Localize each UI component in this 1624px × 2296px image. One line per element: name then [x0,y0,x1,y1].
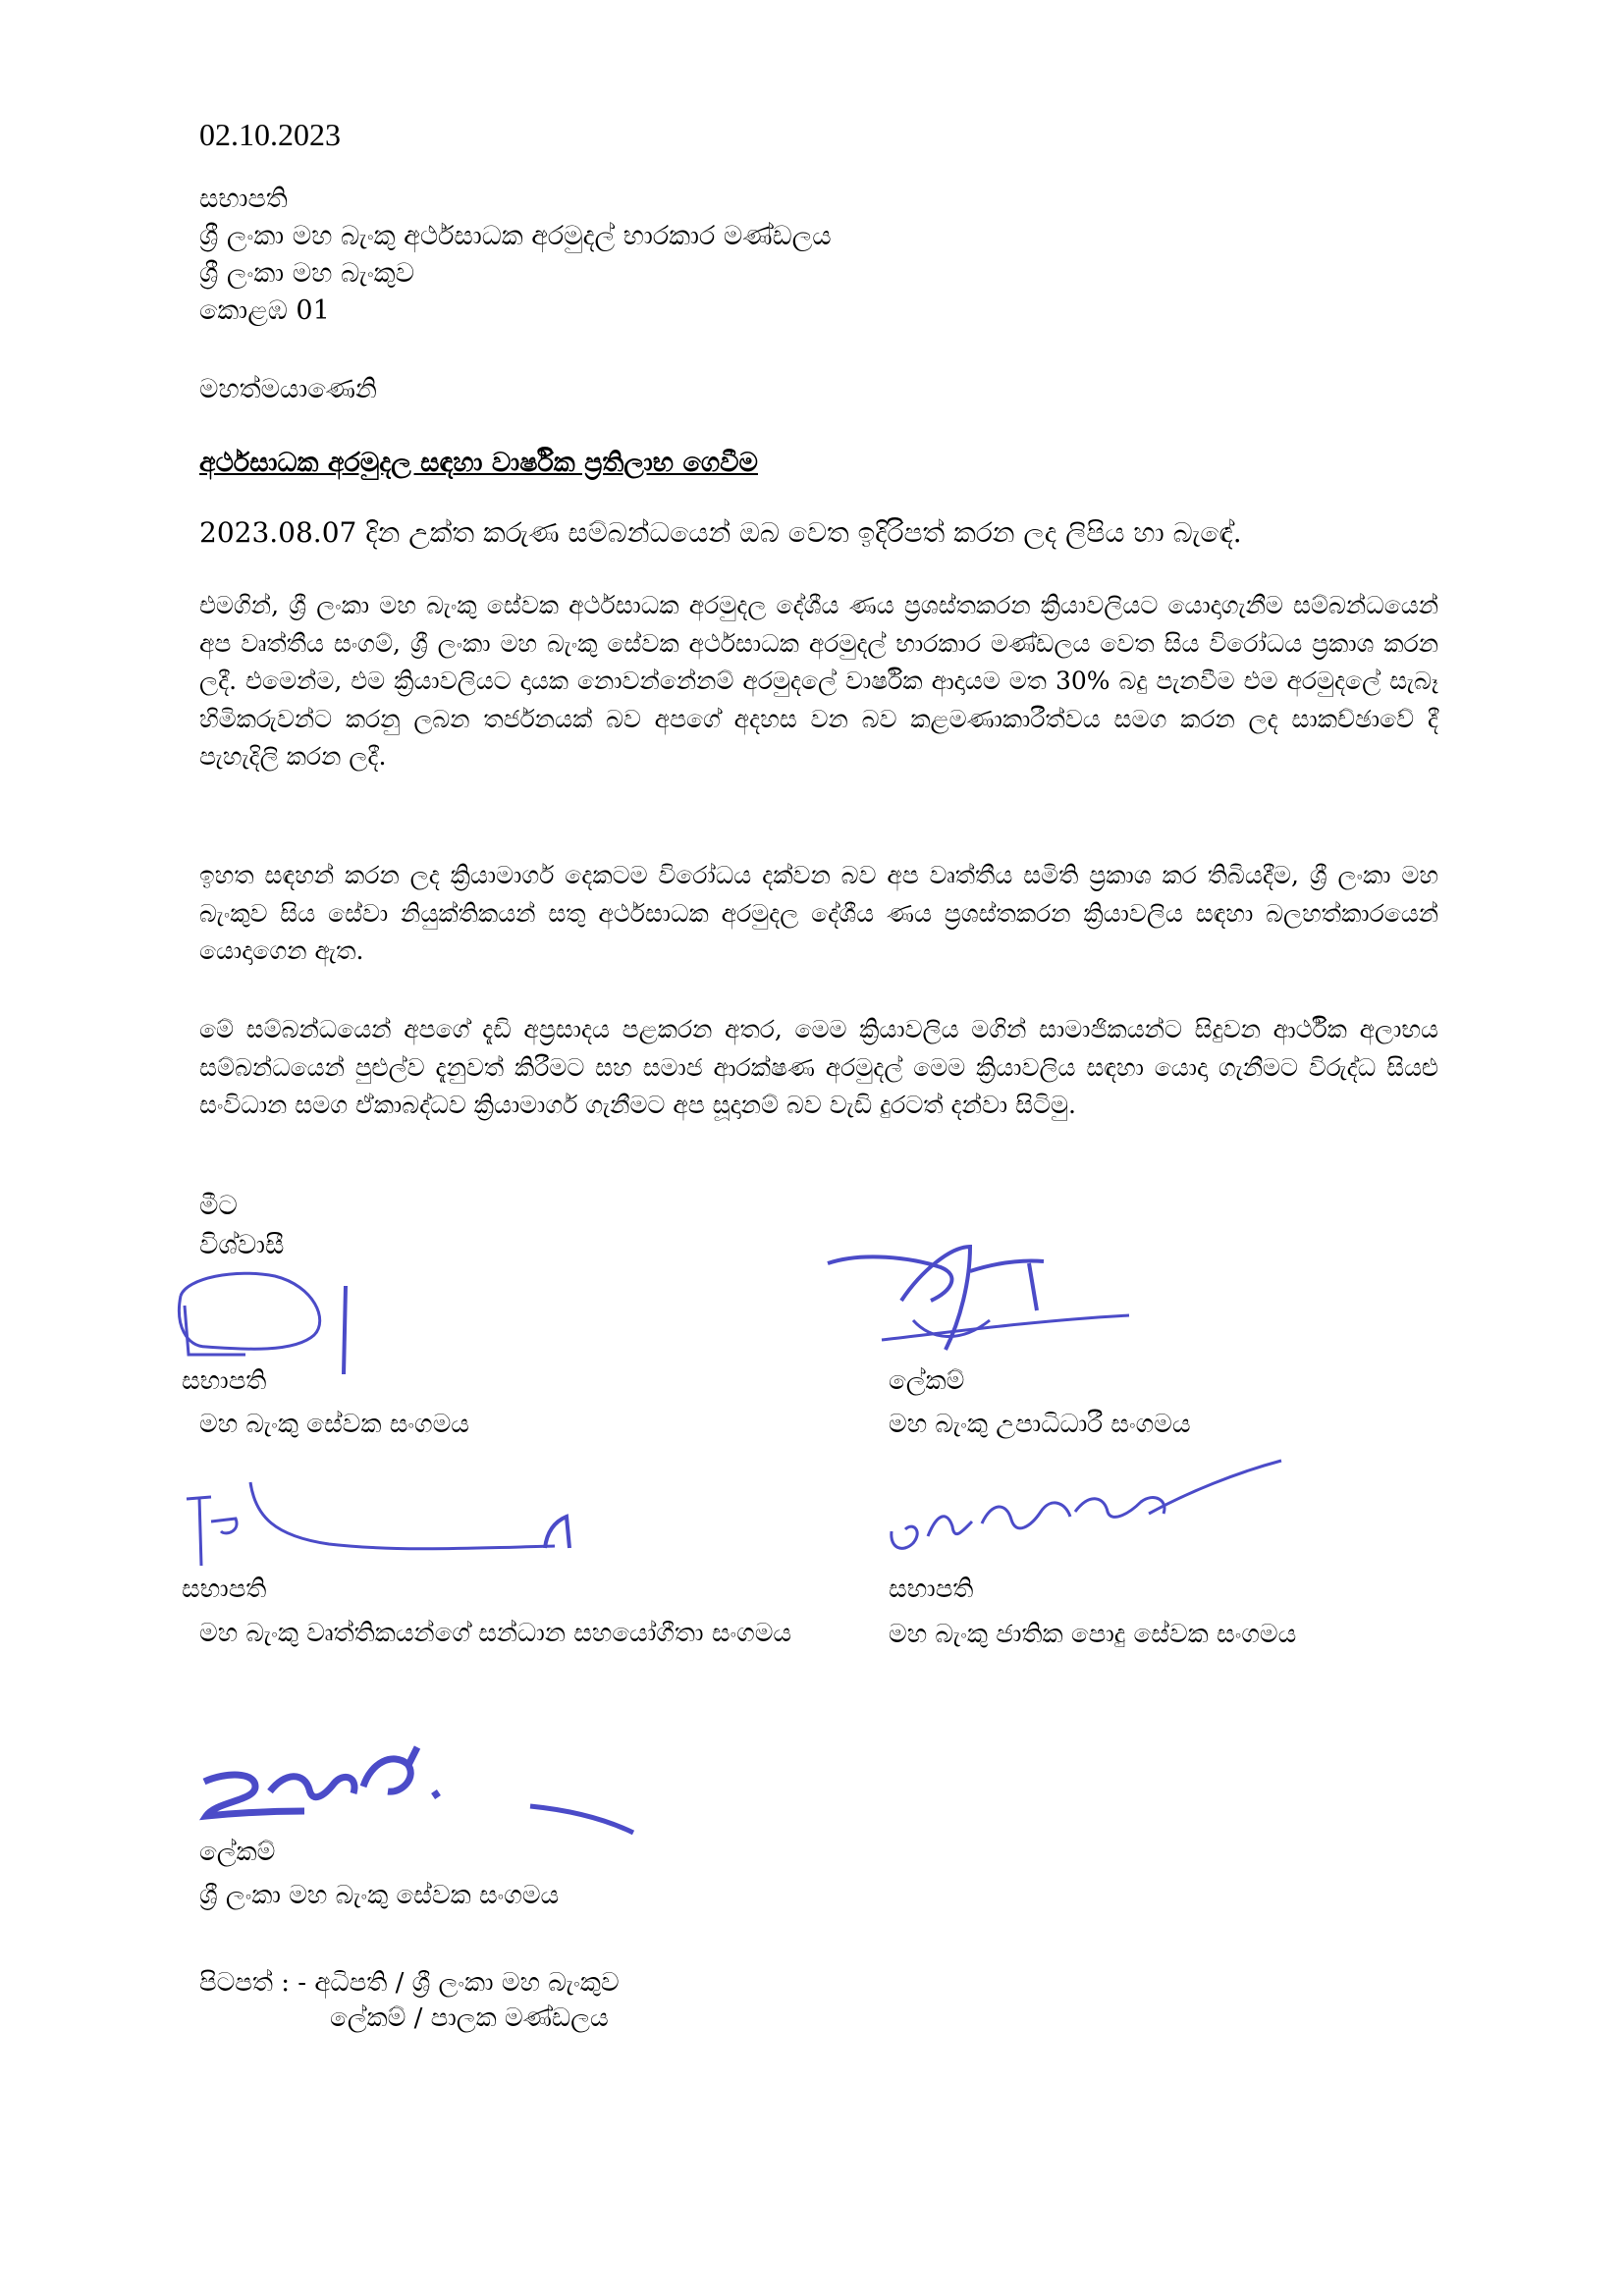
signatory-org: ශ්‍රී ලංකා මහ බැංකු සේවක සංගමය [199,1881,560,1910]
salutation: මහත්මයාණෙනි [199,374,377,404]
signatory-org: මහ බැංකු උපාධිධාරී සංගමය [889,1410,1191,1439]
signatory-role: ලේකම් [889,1366,965,1396]
recipient-line: කොළඹ 01 [199,295,330,326]
body-paragraph: මේ සම්බන්ධයෙන් අපගේ දැඩි අප්‍රසාදය පළකරන අතර, මෙම ක්‍රියාවලිය මගින් සාමාජිකයන්ට සිදුවන ආර්ථික අලාභය සම්බන්ධයෙන් පුළුල්ව දැනුවත් කිරීමට සහ සමාජ ආරක්ෂණ අරමුදල් මෙම ක්‍රියාවලිය සඳහා යොදා ගැනීමට විරුද්ධ සියළු සංවිධාන සමග ඒකාබද්ධව ක්‍රියාමාර්ග ගැනීමට අප සූදානම් බව වැඩි දුරටත් දන්වා සිටිමු. [199,1015,1438,1120]
signature-mark [884,1453,1296,1575]
cc-item: ලේකම් / පාලක මණ්ඩලය [330,2003,609,2033]
cc-label: පිටපත් : - [199,1968,307,1998]
signatory-org: මහ බැංකු සේවක සංගමය [199,1410,469,1439]
reference-line: 2023.08.07 දින උක්ත කරුණ සම්බන්ධයෙන් ඔබ වෙත ඉදිරිපත් කරන ලද ලිපිය හා බැඳේ. [199,516,1242,549]
signatory-role: ලේකම් [199,1838,276,1867]
recipient-address [199,181,832,330]
recipient-line: ශ්‍රී ලංකා මහ බැංකු අර්ථසාධක අරමුදල් භාරකාර මණ්ඩලය [199,221,832,251]
signatory-org: මහ බැංකු වෘත්තිකයන්ගේ සන්ධාන සහයෝගීතා සංගමය [199,1619,792,1648]
cc-block [199,1962,620,2003]
signatory-role: සභාපති [889,1575,974,1604]
body-paragraph: එමගින්, ශ්‍රී ලංකා මහ බැංකු සේවක අර්ථසාධක අරමුදල දේශීය ණය ප්‍රශස්තකරන ක්‍රියාවලියට යොදාගැනීම සම්බන්ධයෙන් අප වෘත්තීය සංගම්, ශ්‍රී ලංකා මහ බැංකු සේවක අර්ථසාධක අරමුදල් භාරකාර මණ්ඩලය වෙත සිය විරෝධය ප්‍රකාශ කරන ලදී. එමෙන්ම, එම ක්‍රියාවලියට දායක නොවන්නේනම් අරමුදලේ වාර්ෂික ආදායම මත 30% බදු පැනවීම එම අරමුදලේ සැබෑ හිමිකරුවන්ට කරනු ලබන තර්ජනයක් බව අපගේ අදහස වන බව කළමණාකාරීත්වය සමග කරන ලද සාකච්ඡාවේ දී පැහැදිලි කරන ලදී. [199,591,1438,772]
signature-mark [823,1242,1147,1373]
signatory-org: මහ බැංකු ජාතික පොදු සේවක සංගමය [889,1620,1297,1649]
signatory-role: සභාපති [182,1366,267,1396]
closing-line: මීට [199,1191,238,1221]
letter-date: 02.10.2023 [199,117,341,152]
closing-line: විශ්වාසී [199,1230,285,1260]
subject-heading: අර්ථසාධක අරමුදල සඳහා වාර්ෂික ප්‍රතිලාභ ගෙවීම [199,448,758,478]
cc-item: අධිපති / ශ්‍රී ලංකා මහ බැංකුව [314,1968,620,1998]
recipient-line: සභාපති [199,184,288,214]
body-paragraph: ඉහත සඳහන් කරන ලද ක්‍රියාමාර්ග දෙකටම විරෝධය දක්වන බව අප වෘත්තීය සමිති ප්‍රකාශ කර තිබියදීම, ශ්‍රී ලංකා මහ බැංකුව සිය සේවා නියුක්තිකයන් සතු අර්ථසාධක අරමුදල දේශීය ණය ප්‍රශස්තකරන ක්‍රියාවලිය සඳහා බලහත්කාරයෙන් යොදාගෙන ඇත. [199,861,1438,966]
signatory-role: සභාපති [182,1575,267,1604]
recipient-line: ශ්‍රී ලංකා මහ බැංකුව [199,258,415,289]
